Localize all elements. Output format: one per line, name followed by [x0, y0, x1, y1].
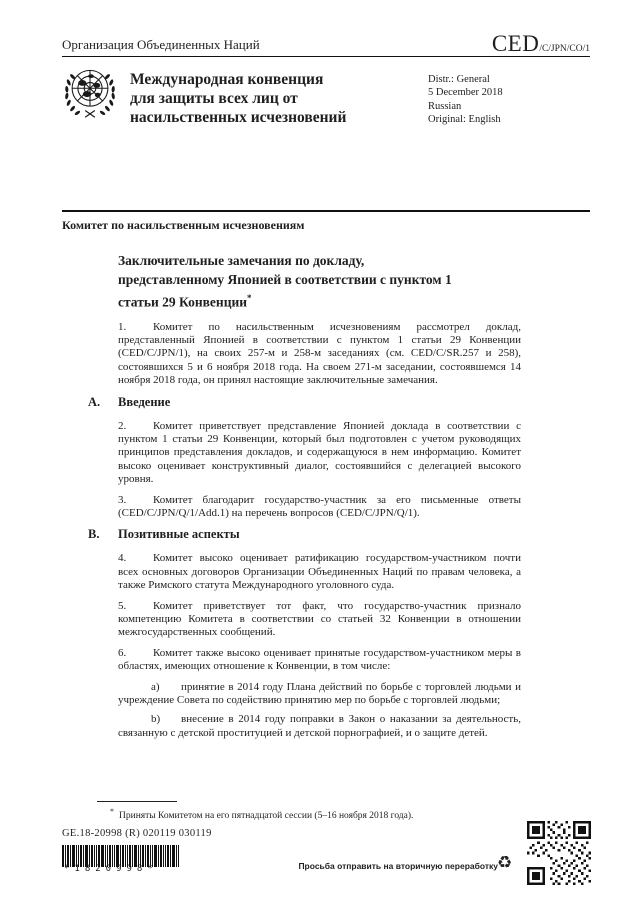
section-title: Позитивные аспекты	[118, 527, 240, 542]
paragraph-number: 6.	[118, 646, 127, 659]
barcode-text: *1820998*	[62, 864, 180, 874]
page-title-line: представленному Японией в соответствии с пунктом 1	[118, 272, 452, 287]
convention-title-line: Международная конвенция	[130, 71, 324, 88]
subparagraph-text: принятие в 2014 году Плана действий по борьбе с торговлей людьми и учреждение Совета по содействию принятию мер по борьбе с торговлей людьми;	[118, 680, 521, 707]
distr-type: Distr.: General	[428, 74, 490, 85]
masthead-rule	[62, 210, 590, 212]
page-title-line	[118, 289, 521, 312]
section-a-heading	[88, 395, 521, 410]
paragraph-number: 2.	[118, 419, 127, 432]
paragraph-number: 3.	[118, 493, 127, 506]
convention-title-line: насильственных исчезновений	[130, 109, 347, 126]
document-body	[88, 251, 521, 746]
section-b-heading	[88, 527, 521, 542]
paragraph-number: 1.	[118, 320, 127, 333]
paragraph-text: Комитет также высоко оценивает принятые государством-участником меры в областях, имеющих отношение к Конвенции, в том числе:	[118, 646, 521, 673]
paragraph-text: Комитет приветствует представление Японией доклада в соответствии с пунктом 1 статьи 29 Конвенции, который был подготовлен с учетом руководящих принципов представления докладов, и содержащуюся в нем информацию. Комитет высоко оценивает конструктивный диалог, состоявшийся с делегацией высокого уровня.	[118, 419, 521, 486]
distr-date: 5 December 2018	[428, 87, 503, 99]
committee-name: Комитет по насильственным исчезновениям	[62, 218, 305, 232]
subparagraph-text: внесение в 2014 году поправки в Закон о наказании за деятельность, связанную с детской проституцией и детской порнографией, и о защите детей.	[118, 713, 521, 739]
paragraph-text: Комитет по насильственным исчезновениям рассмотрел доклад, представленный Японией в соответствии с пунктом 1 статьи 29 Конвенции (CED/C/JPN/1), на своих 257-м и 258-м заседаниях (см. CED/C/SR.257 и 258), состоявшихся 5 и 6 ноября 2018 года. На своем 271-м заседании, состоявшемся 14 ноября 2018 года, он принял настоящие заключительные замечания.	[118, 320, 521, 387]
qr-code	[527, 821, 591, 885]
convention-title-line: для защиты всех лиц от	[130, 90, 298, 107]
paragraph-3	[118, 494, 521, 521]
footnote-text: Приняты Комитетом на его пятнадцатой сессии (5–16 ноября 2018 года).	[119, 811, 414, 822]
subparagraph-b	[118, 713, 521, 740]
section-title: Введение	[118, 394, 171, 409]
paragraph-6	[118, 647, 521, 674]
distribution-block	[428, 73, 503, 126]
un-emblem-icon	[61, 65, 119, 127]
header-rule	[62, 56, 590, 57]
section-letter: A.	[88, 394, 101, 409]
ge-number: GE.18-20998 (R) 020119 030119	[62, 828, 212, 839]
paragraph-text: Комитет высоко оценивает ратификацию государством-участником почти всех основных договоров Организации Объединенных Наций по правам человека, а также Римского статута Международного уголовного суда.	[118, 552, 521, 592]
barcode	[62, 845, 180, 874]
convention-title	[130, 70, 430, 127]
page-title	[118, 251, 521, 312]
paragraph-5	[118, 600, 521, 640]
subparagraph-marker: a)	[151, 680, 160, 693]
paragraph-1	[118, 321, 521, 388]
doc-symbol-main: CED	[491, 31, 540, 56]
doc-symbol-sub: /C/JPN/CO/1	[539, 44, 590, 54]
paragraph-text: Комитет приветствует тот факт, что государство-участник признало компетенцию Комитета в соответствии со статьей 32 Конвенции в отношении межгосударственных сообщений.	[118, 599, 521, 639]
org-name: Организация Объединенных Наций	[62, 37, 260, 52]
subparagraph-a	[118, 681, 521, 708]
distr-original: Original: English	[428, 113, 501, 125]
paragraph-4	[118, 552, 521, 592]
doc-symbol	[492, 31, 590, 57]
page-title-line-text: статьи 29 Конвенции	[118, 294, 248, 310]
paragraph-text: Комитет благодарит государство-участник за его письменные ответы (CED/C/JPN/Q/1/Add.1) на перечень вопросов (CED/C/JPN/Q/1).	[118, 493, 521, 519]
footnote	[110, 807, 510, 821]
subparagraph-marker: b)	[151, 713, 161, 726]
paragraph-number: 5.	[118, 599, 127, 612]
footnote-marker-ref: *	[247, 293, 252, 303]
paragraph-number: 4.	[118, 552, 127, 565]
recycle-note: Просьба отправить на вторичную переработку	[298, 861, 498, 871]
recycle-icon: ♻	[497, 853, 513, 872]
paragraph-2	[118, 420, 521, 487]
footnote-separator	[97, 801, 177, 802]
page-title-line: Заключительные замечания по докладу,	[118, 253, 365, 268]
distr-language: Russian	[428, 100, 462, 112]
footnote-marker: *	[110, 807, 114, 816]
section-letter: B.	[88, 527, 100, 542]
